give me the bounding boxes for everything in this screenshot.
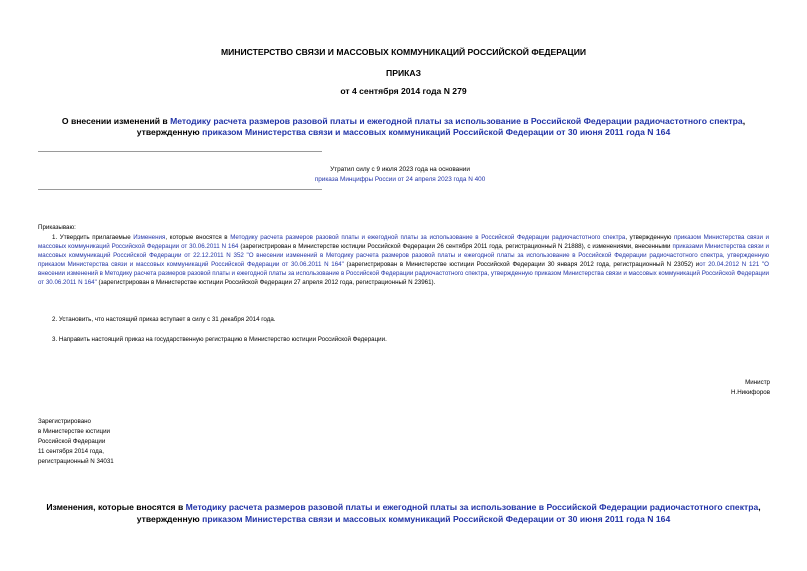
signatory-position: Министр — [745, 379, 770, 386]
p1-text-4: (зарегистрирован в Министерстве юстиции Российской Федерации 26 сентября 2011 года, регистрационный N 21888), с изменениями, внесенными — [238, 242, 673, 250]
order-164-link[interactable]: приказом Министерства связи и массовых коммуникаций Российской Федерации от 30 июня 2011 года N 164 — [202, 127, 671, 138]
changes-title-text-2: , утвержденную — [136, 502, 761, 524]
changes-title — [38, 502, 769, 525]
registration-line-5: регистрационный N 34031 — [38, 458, 114, 465]
order-title-text-2: , утвержденную — [136, 116, 746, 138]
changes-title-text-1: Изменения, которые вносятся в — [46, 502, 186, 512]
divider-top — [38, 151, 322, 152]
order-title-text-1: О внесении изменений в — [61, 116, 171, 126]
paragraph-2: 2. Установить, что настоящий приказ вступает в силу с 31 декабря 2014 года. — [52, 316, 276, 323]
changes-link[interactable]: Изменения — [133, 234, 166, 241]
paragraph-1 — [38, 234, 769, 287]
registration-line-1: Зарегистрировано — [38, 418, 91, 425]
p1-text-2: , которые вносятся в — [165, 234, 231, 241]
p1-text-1: 1. Утвердить прилагаемые — [52, 234, 134, 241]
paragraph-3: 3. Направить настоящий приказ на государственную регистрацию в Министерство юстиции Российской Федерации. — [52, 336, 387, 343]
p1-text-5: (зарегистрирован в Министерстве юстиции Российской Федерации 30 января 2012 года, регистрационный N 23052) и — [343, 260, 700, 268]
p1-order-121-link[interactable]: от 20.04.2012 N 121 "О внесении изменений в Методику расчета размеров разовой платы и ежегодной платы за использование в Российской Федерации радиочастотного спектра, утвержденную приказом Министерства связи и массовых коммуникаций Российской Федерации от 30.06.2011 N 164" — [38, 260, 769, 286]
p1-text-3: , утвержденную — [625, 234, 675, 241]
changes-methodology-link[interactable]: Методику расчета размеров разовой платы и ежегодной платы за использование в Российской Федерации радиочастотного спектра — [185, 502, 759, 512]
order-date-number: от 4 сентября 2014 года N 279 — [340, 86, 467, 96]
signatory-name: Н.Никифоров — [731, 389, 770, 396]
signature-block — [600, 378, 770, 398]
doc-type-heading: ПРИКАЗ — [386, 68, 421, 78]
order-intro: Приказываю: — [38, 224, 76, 231]
registration-block — [38, 417, 238, 467]
p1-order-164-link[interactable]: приказом Министерства связи и массовых коммуникаций Российской Федерации от 30.06.2011 N 164 — [38, 234, 770, 250]
registration-line-2: в Министерстве юстиции — [38, 428, 111, 435]
registration-line-3: Российской Федерации — [38, 438, 106, 445]
status-order-400-link[interactable]: приказа Минцифры России от 24 апреля 2023 года N 400 — [314, 176, 486, 183]
changes-order-164-link[interactable]: приказом Министерства связи и массовых коммуникаций Российской Федерации от 30 июня 2011 года N 164 — [202, 513, 671, 524]
status-note-text: Утратил силу с 9 июля 2023 года на основании — [330, 166, 470, 173]
p1-text-6: (зарегистрирован в Министерстве юстиции Российской Федерации 27 апреля 2012 года, регистрационный N 23961). — [96, 278, 436, 286]
order-title — [36, 116, 771, 138]
divider-bottom — [38, 189, 322, 190]
registration-line-4: 11 сентября 2014 года, — [38, 448, 104, 455]
p1-methodology-link[interactable]: Методику расчета размеров разовой платы и ежегодной платы за использование в Российской Федерации радиочастотного спектра — [230, 234, 626, 241]
ministry-heading: МИНИСТЕРСТВО СВЯЗИ И МАССОВЫХ КОММУНИКАЦИЙ РОССИЙСКОЙ ФЕДЕРАЦИИ — [220, 47, 587, 57]
methodology-link[interactable]: Методику расчета размеров разовой платы и ежегодной платы за использование в Российской Федерации радиочастотного спектра — [170, 116, 743, 126]
p1-order-352-link[interactable]: приказами Министерства связи и массовых коммуникаций Российской Федерации от 22.12.2011 N 352 "О внесении изменений в Методику расчета размеров разовой платы и ежегодной платы за использование в Российской Федерации радиочастотного спектра, утвержденную приказом Министерства связи и массовых коммуникаций Российской Федерации от 30.06.2011 N 164" — [38, 242, 769, 268]
status-note — [160, 165, 640, 185]
